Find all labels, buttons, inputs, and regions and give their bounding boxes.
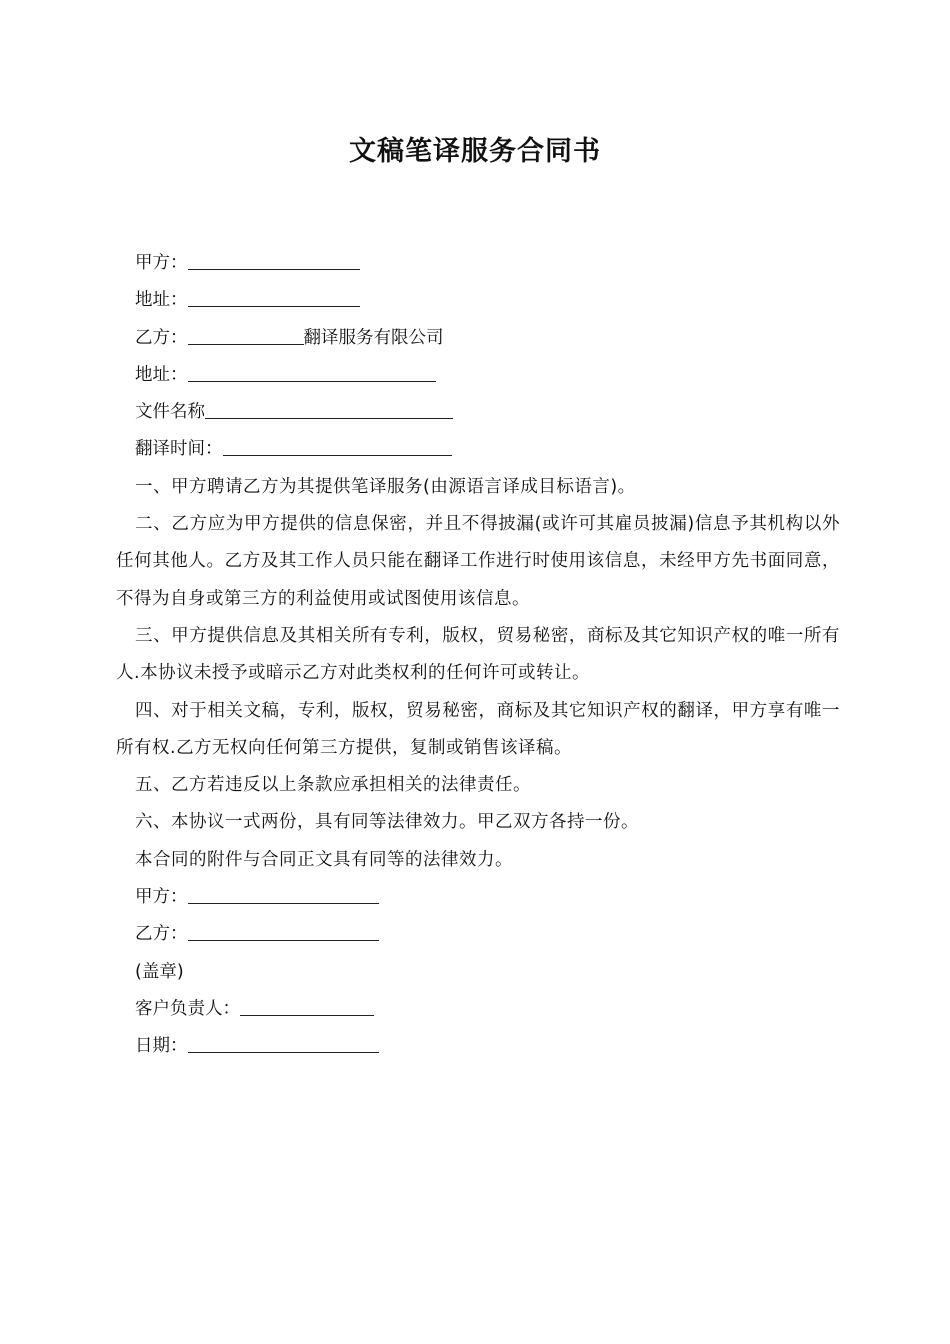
clause-1: 一、甲方聘请乙方为其提供笔译服务(由源语言译成目标语言)。 [135, 476, 636, 497]
date-line [116, 1028, 840, 1065]
sign-party-a-label: 甲方： [135, 887, 188, 908]
party-a-blank [188, 251, 360, 270]
party-b-label: 乙方： [135, 327, 188, 348]
party-a-line [116, 245, 840, 282]
clause-6: 六、本协议一式两份，具有同等法律效力。甲乙双方各持一份。 [135, 812, 639, 833]
clause-2: 二、乙方应为甲方提供的信息保密，并且不得披漏(或许可其雇员披漏)信息予其机构以外任何其他人。乙方及其工作人员只能在翻译工作进行时使用该信息，未经甲方先书面同意，不得为自身或第三方的利益使用或试图使用该信息。 [116, 514, 840, 609]
seal-label: (盖章) [135, 961, 184, 982]
document-title: 文稿笔译服务合同书 [349, 136, 601, 167]
clause-4: 四、对于相关文稿，专利，版权，贸易秘密，商标及其它知识产权的翻译，甲方享有唯一所有权.乙方无权向任何第三方提供，复制或销售该译稿。 [116, 700, 840, 758]
party-b-line [116, 320, 840, 357]
address-a-label: 地址： [135, 290, 188, 311]
client-rep-blank [240, 997, 374, 1016]
seal-line [116, 954, 840, 991]
party-b-blank [188, 326, 304, 345]
address-a-blank [188, 288, 360, 307]
sign-party-b-line [116, 916, 840, 953]
file-name-label: 文件名称 [135, 402, 205, 423]
sign-party-a-line [116, 879, 840, 916]
client-rep-label: 客户负责人： [135, 998, 240, 1019]
date-blank [188, 1034, 379, 1053]
party-b-suffix: 翻译服务有限公司 [303, 327, 444, 348]
address-b-label: 地址： [135, 364, 188, 385]
attachment-clause: 本合同的附件与合同正文具有同等的法律效力。 [135, 849, 513, 870]
file-name-blank [205, 400, 453, 419]
address-b-blank [188, 363, 436, 382]
address-b-line [116, 357, 840, 394]
translation-time-line [116, 431, 840, 468]
file-name-line [116, 394, 840, 431]
document-body [116, 245, 840, 1066]
client-rep-line [116, 991, 840, 1028]
clause-3: 三、甲方提供信息及其相关所有专利，版权，贸易秘密，商标及其它知识产权的唯一所有人.本协议未授予或暗示乙方对此类权利的任何许可或转让。 [116, 625, 840, 684]
sign-party-b-blank [188, 922, 379, 941]
address-a-line [116, 282, 840, 319]
sign-party-a-blank [188, 885, 379, 904]
translation-time-label: 翻译时间： [135, 439, 223, 460]
sign-party-b-label: 乙方： [135, 924, 188, 945]
translation-time-blank [223, 437, 452, 456]
clause-5: 五、乙方若违反以上条款应承担相关的法律责任。 [135, 775, 531, 796]
party-a-label: 甲方： [135, 253, 188, 273]
date-label: 日期： [135, 1036, 188, 1057]
